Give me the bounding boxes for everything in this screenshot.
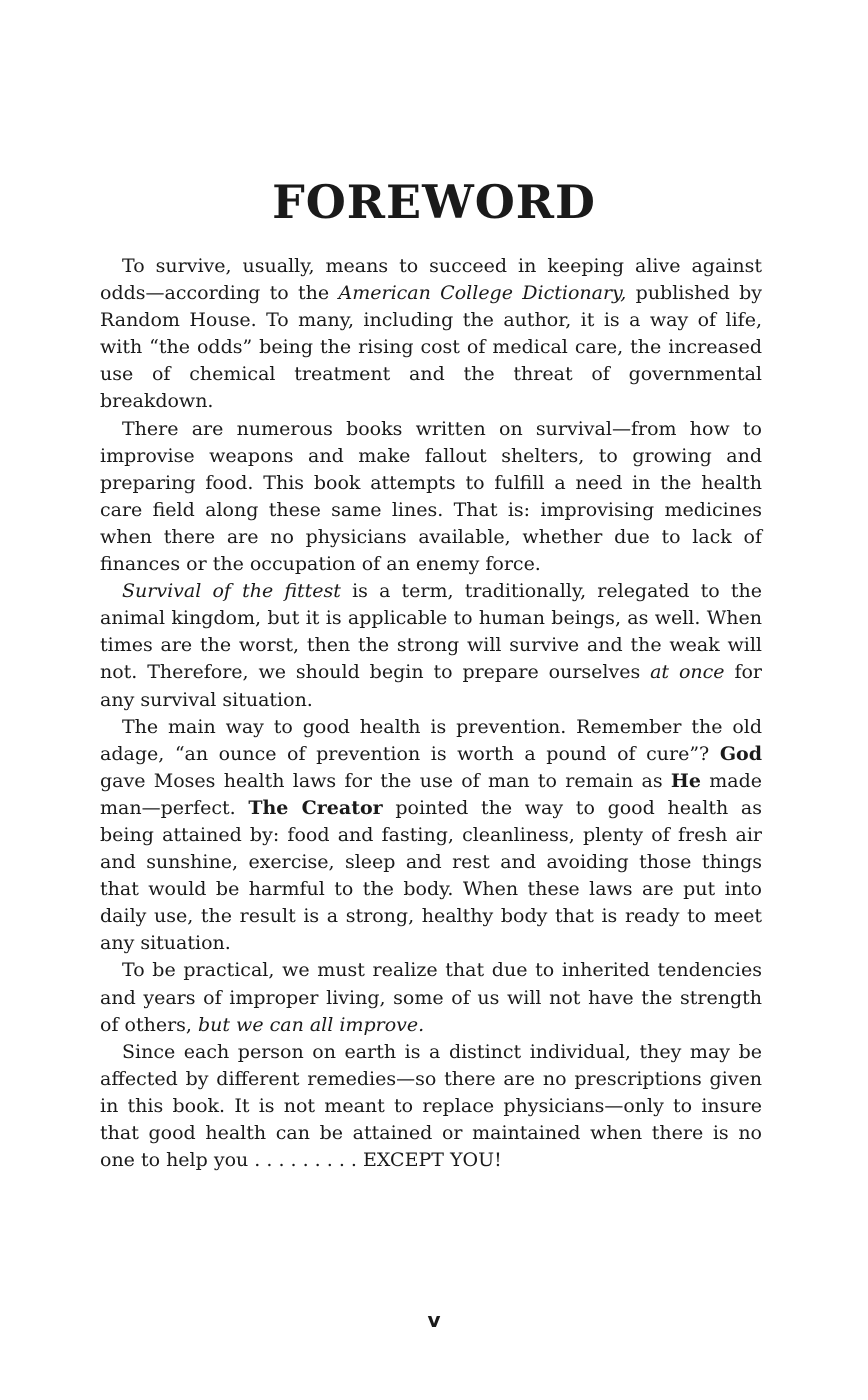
paragraph-4-text: The main way to good health is prevention. Remember the old adage, “an ounce of prevention is worth a pound of cure”? [100, 715, 762, 765]
foreword-body [100, 253, 762, 1174]
dictionary-title: American College Dictionary, [338, 282, 627, 305]
paragraph-4-text-2: gave Moses health laws for the use of man to remain as [100, 769, 671, 792]
paragraph-4 [100, 714, 762, 958]
paragraph-5 [100, 957, 762, 1038]
creator-word: The Creator [248, 796, 383, 819]
paragraph-1-text-end: published by Random House. To many, including the author, it is a way of life, with “the odds” being the rising cost of medical care, the increased use of chemical treatment and the threat of governmental breakdown. [100, 282, 762, 413]
paragraph-6-text: Since each person on earth is a distinct individual, they may be affected by different remedies—so there are no prescriptions given in this book. It is not meant to replace physicians—only to insure that good health can be attained or maintained when there is no one to help you . . . . . . . . . EXCEPT YOU! [100, 1040, 762, 1172]
improve-phrase: but we can all improve. [197, 1013, 425, 1036]
page-number: v [427, 1308, 441, 1332]
chapter-title: FOREWORD [272, 175, 596, 229]
paragraph-3-text: is a term, traditionally, relegated to the animal kingdom, but it is applicable to human beings, as well. When times are the worst, then the strong will survive and the weak will not. Therefore, we should begin to prepare ourselves [100, 580, 762, 684]
at-once-phrase: at once [650, 661, 725, 684]
paragraph-4-text-3: made man—perfect. [100, 769, 762, 819]
paragraph-2-text: There are numerous books written on survival—from how to improvise weapons and make fallout shelters, to growing and preparing food. This book attempts to fulfill a need in the health care field along these same lines. That is: improvising medicines when there are no physicians available, whether due to lack of finances or the occupation of an enemy force. [100, 417, 762, 576]
paragraph-3-text-end: for any survival situation. [100, 661, 763, 711]
paragraph-4-text-end: pointed the way to good health as being attained by: food and fasting, cleanliness, plenty of fresh air and sunshine, exercise, sleep and rest and avoiding those things that would be harmful to the body. When these laws are put into daily use, the result is a strong, healthy body that is ready to meet any situation. [100, 796, 762, 955]
survival-phrase: Survival of the fittest [122, 580, 341, 603]
paragraph-1-text: To survive, usually, means to succeed in keeping alive against odds—according to the [100, 255, 762, 305]
paragraph-3 [100, 578, 762, 713]
paragraph-5-text: To be practical, we must realize that due to inherited tendencies and years of improper living, some of us will not have the strength of others, [100, 959, 762, 1036]
paragraph-6 [100, 1039, 762, 1174]
he-word: He [670, 769, 701, 792]
god-word: God [719, 742, 762, 765]
paragraph-2 [100, 416, 762, 579]
paragraph-1 [100, 253, 762, 416]
